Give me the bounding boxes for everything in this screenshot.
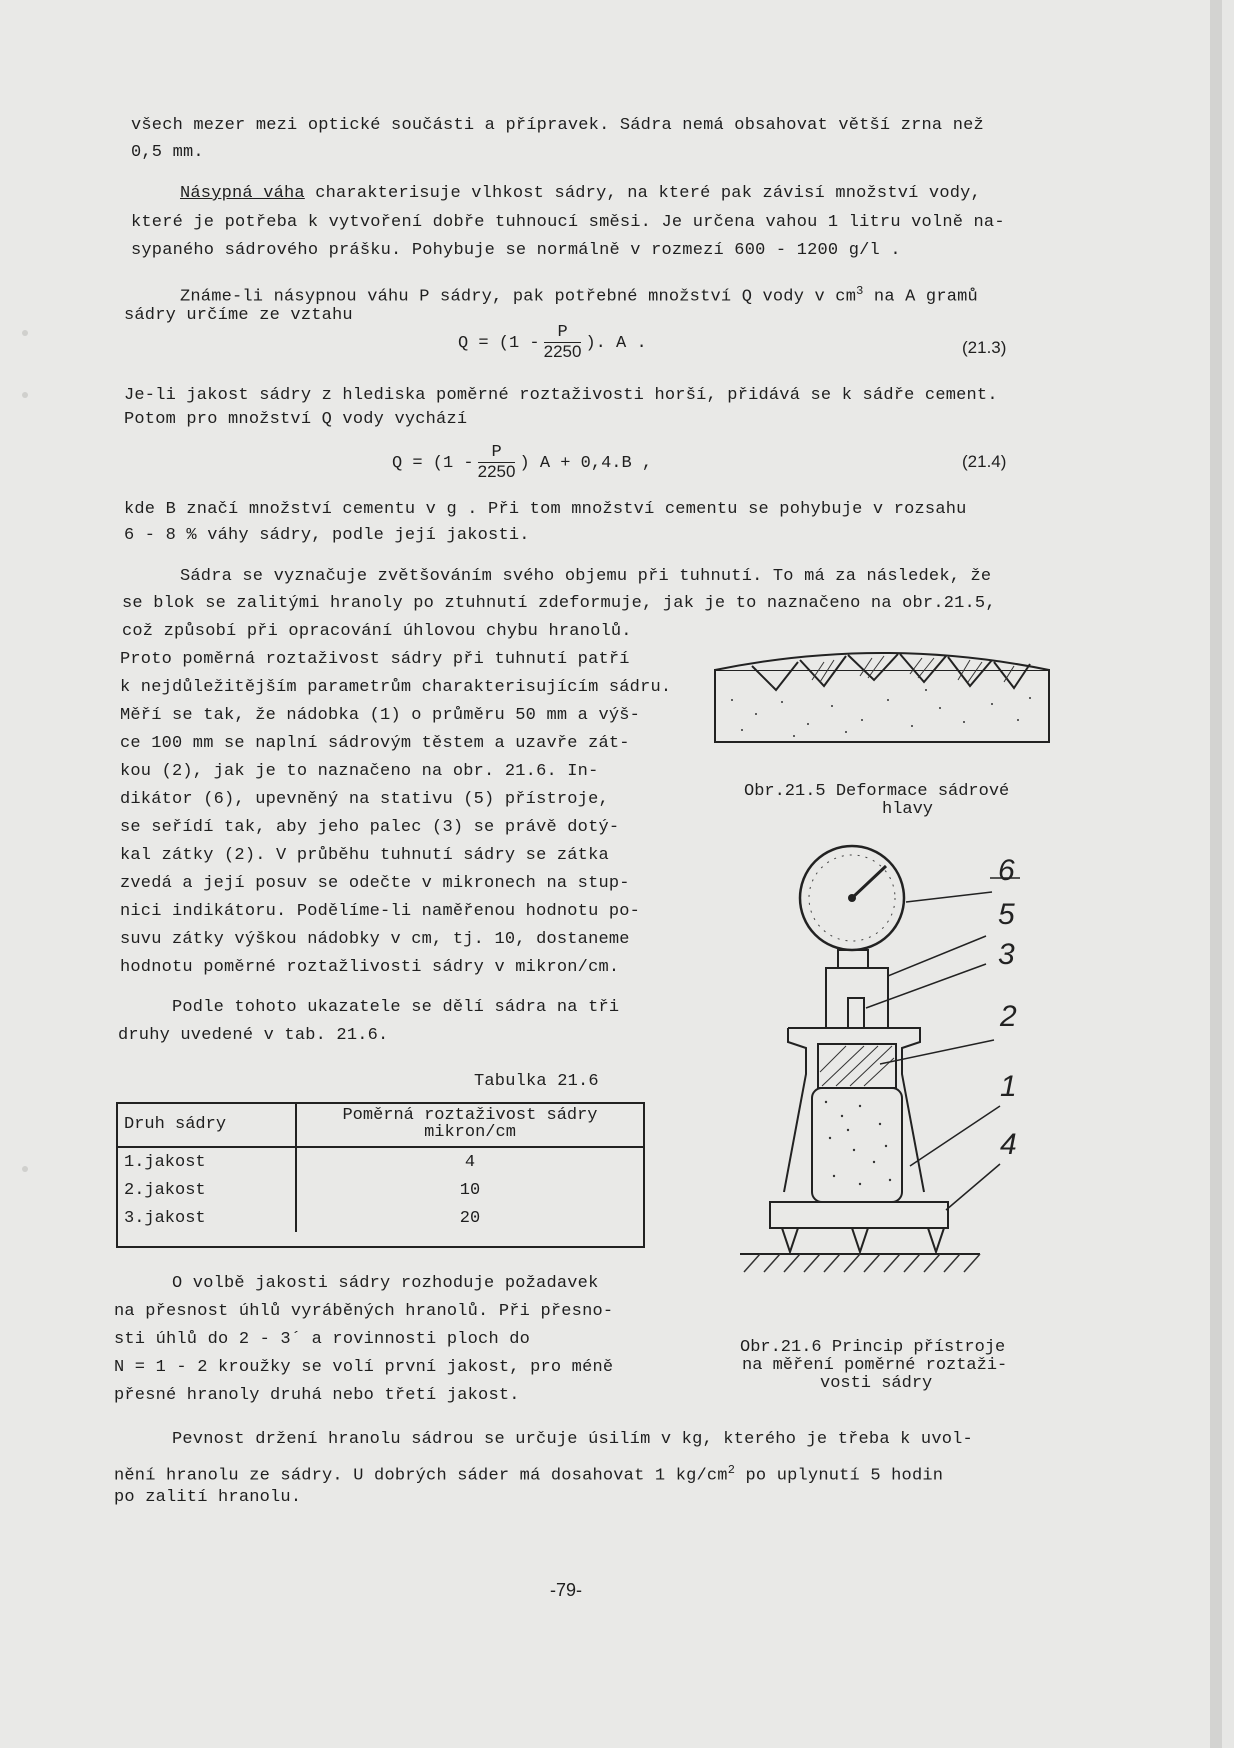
callout-label: 3 [998,938,1015,971]
callout-label: 1 [1000,1070,1017,1103]
base-feet [782,1228,944,1252]
table-21-6 [116,1102,643,1232]
figure-21-5-plaster-head [712,640,1052,760]
table-row [116,1176,643,1204]
table-caption: Tabulka 21.6 [474,1072,599,1091]
text-line: se blok se zalitými hranoly po ztuhnutí zdeformuje, jak je to naznačeno na obr.21.5, [122,594,996,613]
superscript: 2 [727,1463,736,1477]
text-line: 0,5 mm. [131,143,204,162]
table-row [116,1147,643,1176]
text-line: k nejdůležitějším parametrům charakterisujícím sádru. [120,678,672,697]
figure-21-6-apparatus [730,840,1030,1310]
text-line: Potom pro množství Q vody vychází [124,410,468,429]
text-line: na přesnost úhlů vyráběných hranolů. Při přesno- [114,1302,614,1321]
dial-needle [852,866,886,898]
base-plate [770,1202,948,1228]
text-span: nění hranolu ze sádry. U dobrých sáder má dosahovat 1 kg/cm [114,1466,728,1486]
text-line: sypaného sádrového prášku. Pohybuje se normálně v rozmezí 600 - 1200 g/l . [131,241,901,260]
text-line: Proto poměrná roztaživost sádry při tuhnutí patří [120,650,630,669]
indicator-plunger [848,998,864,1028]
dial-hub [848,894,856,902]
text-line: O volbě jakosti sádry rozhoduje požadavek [172,1274,599,1293]
denominator: 2250 [543,342,582,361]
callout-label: 5 [998,898,1015,931]
text-line: nici indikátoru. Podělíme-li naměřenou hodnotu po- [120,902,641,921]
table-cell: 10 [459,1180,481,1200]
text-line: Pevnost držení hranolu sádrou se určuje úsilím v kg, kterého je třeba k uvol- [172,1430,973,1449]
table-cell: 2.jakost [116,1176,296,1204]
text-line: po zalití hranolu. [114,1488,302,1507]
plaster-block-outline [715,670,1049,742]
text-line: ce 100 mm se naplní sádrovým těstem a uzavře zát- [120,734,630,753]
text-span: charakterisuje vlhkost sádry, na které pak závisí množství vody, [304,184,981,203]
callout-label: 6 [998,854,1015,887]
text-line: Podle tohoto ukazatele se dělí sádra na tři [172,998,620,1017]
text-line: suvu zátky výškou nádobky v cm, tj. 10, dostaneme [120,930,630,949]
text-line: což způsobí při opracování úhlovou chybu hranolů. [122,622,632,641]
eq-lhs: Q = (1 - [392,453,474,473]
table-cell: 20 [459,1208,481,1228]
binding-hole [22,392,28,398]
text-line: druhy uvedené v tab. 21.6. [118,1026,389,1045]
plug-hatching [820,1046,894,1086]
page-edge [1210,0,1222,1748]
equation-number: (21.3) [962,338,1007,357]
table-cell: 4 [464,1152,476,1172]
equation-21-3 [458,324,647,361]
text-line [114,1460,943,1487]
numerator: P [478,444,516,463]
text-line: které je potřeba k vytvoření dobře tuhnoucí směsi. Je určena vahou 1 litru volně na- [131,213,1005,232]
plaster-fill [825,1101,891,1185]
table-cell: 3.jakost [116,1204,296,1232]
text-line: hodnotu poměrné roztažlivosti sádry v mikron/cm. [120,958,620,977]
binding-hole [22,1166,28,1172]
text-line [180,184,981,204]
text-line: sádry určíme ze vztahu [124,306,353,325]
eq-rhs: ). A . [585,333,647,353]
table-header: Poměrná roztaživost sádry mikron/cm [296,1102,643,1147]
superscript: 3 [856,284,864,298]
text-line [180,281,978,308]
text-line: přesné hranoly druhá nebo třetí jakost. [114,1386,520,1405]
callout-label: 2 [1000,1000,1017,1033]
figure-21-6-caption: Obr.21.6 Princip přístroje [740,1338,1006,1357]
text-line: kal zátky (2). V průběhu tuhnutí sádry se zátka [120,846,609,865]
text-line: se seřídí tak, aby jeho palec (3) se právě dotý- [120,818,620,837]
table-header-row [116,1102,643,1147]
text-line: Měří se tak, že nádobka (1) o průměru 50 mm a výš- [120,706,641,725]
text-line: sti úhlů do 2 - 3´ a rovinnosti ploch do [114,1330,531,1349]
text-line: Sádra se vyznačuje zvětšováním svého objemu při tuhnutí. To má za následek, že [180,567,992,586]
text-line: kou (2), jak je to naznačeno na obr. 21.6. In- [120,762,599,781]
text-line: Je-li jakost sádry z hlediska poměrné roztaživosti horší, přidává se k sádře cement. [124,386,998,405]
text-line: všech mezer mezi optické součásti a přípravek. Sádra nemá obsahovat větší zrna než [131,116,984,135]
figure-21-6-caption: vosti sádry [820,1374,933,1393]
fraction [478,444,516,481]
text-line: 6 - 8 % váhy sádry, podle její jakosti. [124,526,530,545]
container [812,1088,902,1202]
callout-label: 4 [1000,1128,1017,1161]
page-number: -79- [550,1580,583,1600]
figure-21-6-caption: na měření poměrné roztaži- [742,1356,1008,1375]
text-line: kde B značí množství cementu v g . Při tom množství cementu se pohybuje v rozsahu [124,500,967,519]
equation-number: (21.4) [962,452,1007,471]
figure-21-5-caption: hlavy [882,800,934,819]
text-span: po uplynutí 5 hodin [735,1466,944,1486]
text-line: dikátor (6), upevněný na stativu (5) přístroje, [120,790,609,809]
table-cell: 1.jakost [116,1147,296,1176]
text-span: na A gramů [863,287,978,307]
indicator-stem [838,950,868,968]
table-header: Druh sádry [116,1102,296,1147]
eq-rhs: ) A + 0,4.B , [519,453,653,473]
fraction [544,324,582,361]
table-row [116,1204,643,1232]
plaster-texture [731,685,1031,737]
eq-lhs: Q = (1 - [458,333,540,353]
numerator: P [544,324,582,343]
text-line: N = 1 - 2 kroužky se volí první jakost, pro méně [114,1358,614,1377]
denominator: 2250 [477,462,516,481]
text-span: Známe-li násypnou váhu P sádry, pak potřebné množství Q vody v cm [180,287,857,307]
binding-hole [22,330,28,336]
figure-21-5-caption: Obr.21.5 Deformace sádrové [744,782,1010,801]
ground-hatching [744,1254,980,1272]
equation-21-4 [392,444,652,481]
text-line: zvedá a její posuv se odečte v mikronech na stup- [120,874,630,893]
term-nasypna-vaha: Násypná váha [180,184,305,203]
